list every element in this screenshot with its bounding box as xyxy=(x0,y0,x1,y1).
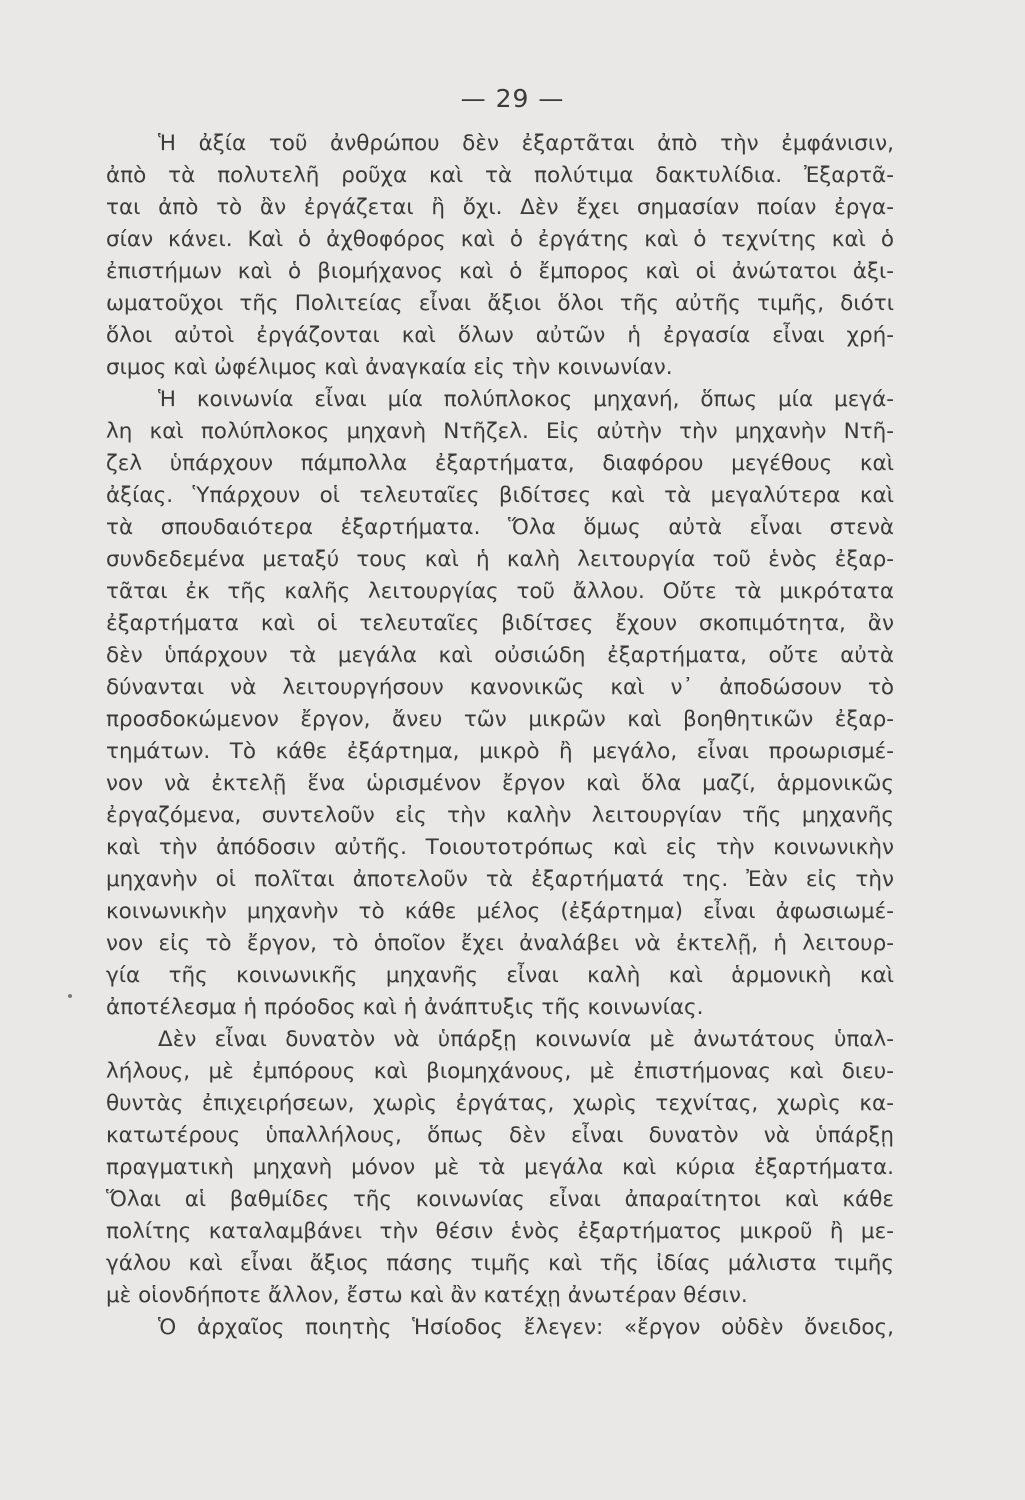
text-line: πραγματικὴ μηχανὴ μόνον μὲ τὰ μεγάλα καὶ κύρια ἐξαρτήματα. xyxy=(106,1155,894,1180)
text-line: ωματοῦχοι τῆς Πολιτείας εἶναι ἄξιοι ὅλοι τῆς αὐτῆς τιμῆς, διότι xyxy=(106,291,894,316)
text-line: ἐργαζόμενα, συντελοῦν εἰς τὴν καλὴν λειτουργίαν τῆς μηχανῆς xyxy=(106,803,894,828)
text-line: ἐπιστήμων καὶ ὁ βιομήχανος καὶ ὁ ἔμπορος καὶ οἱ ἀνώτατοι ἀξι- xyxy=(106,259,894,284)
text-line: σιμος καὶ ὠφέλιμος καὶ ἀναγκαία εἰς τὴν κοινωνίαν. xyxy=(106,355,673,380)
text-line: νον εἰς τὸ ἔργον, τὸ ὁποῖον ἔχει ἀναλάβει νὰ ἐκτελῇ, ἡ λειτουρ- xyxy=(106,931,894,956)
text-line: ὅλοι αὐτοὶ ἐργάζονται καὶ ὅλων αὐτῶν ἡ ἐργασία εἶναι χρή- xyxy=(106,323,894,348)
text-line: ἀποτέλεσμα ἡ πρόοδος καὶ ἡ ἀνάπτυξις τῆς κοινωνίας. xyxy=(106,995,704,1020)
text-line: ἀπὸ τὰ πολυτελῆ ροῦχα καὶ τὰ πολύτιμα δακτυλίδια. Ἐξαρτᾶ- xyxy=(106,163,894,188)
text-line: κοινωνικὴν μηχανὴν τὸ κάθε μέλος (ἐξάρτημα) εἶναι ἀφωσιωμέ- xyxy=(106,899,894,924)
text-line: λη καὶ πολύπλοκος μηχανὴ Ντῆζελ. Εἰς αὐτὴν τὴν μηχανὴν Ντῆ- xyxy=(106,419,894,444)
margin-speck xyxy=(68,994,72,998)
text-line: μὲ οἱονδήποτε ἄλλον, ἔστω καὶ ἂν κατέχῃ ἀνωτέραν θέσιν. xyxy=(106,1283,748,1308)
text-line: ται ἀπὸ τὸ ἂν ἐργάζεται ἢ ὄχι. Δὲν ἔχει σημασίαν ποίαν ἐργα- xyxy=(106,195,894,220)
text-line: τημάτων. Τὸ κάθε ἐξάρτημα, μικρὸ ἢ μεγάλο, εἶναι προωρισμέ- xyxy=(106,739,894,764)
text-line: γάλου καὶ εἶναι ἄξιος πάσης τιμῆς καὶ τῆς ἰδίας μάλιστα τιμῆς xyxy=(106,1251,894,1276)
text-line: ἐξαρτήματα καὶ οἱ τελευταῖες βιδίτσες ἔχουν σκοπιμότητα, ἂν xyxy=(106,611,894,636)
text-line: κατωτέρους ὑπαλλήλους, ὅπως δὲν εἶναι δυνατὸν νὰ ὑπάρξῃ xyxy=(106,1123,894,1148)
text-line: ἀξίας. Ὑπάρχουν οἱ τελευταῖες βιδίτσες καὶ τὰ μεγαλύτερα καὶ xyxy=(106,483,894,508)
text-line: σίαν κάνει. Καὶ ὁ ἀχθοφόρος καὶ ὁ ἐργάτης καὶ ὁ τεχνίτης καὶ ὁ xyxy=(106,227,894,252)
text-line: μηχανὴν οἱ πολῖται ἀποτελοῦν τὰ ἐξαρτήματά της. Ἐὰν εἰς τὴν xyxy=(106,867,894,892)
text-line: Ὅλαι αἱ βαθμίδες τῆς κοινωνίας εἶναι ἀπαραίτητοι καὶ κάθε xyxy=(106,1187,894,1212)
text-line: λήλους, μὲ ἐμπόρους καὶ βιομηχάνους, μὲ ἐπιστήμονας καὶ διευ- xyxy=(106,1059,894,1084)
text-line: πολίτης καταλαμβάνει τὴν θέσιν ἑνὸς ἐξαρτήματος μικροῦ ἢ με- xyxy=(106,1219,894,1244)
body-text xyxy=(106,128,894,1344)
text-line: ζελ ὑπάρχουν πάμπολλα ἐξαρτήματα, διαφόρου μεγέθους καὶ xyxy=(106,451,894,476)
page-number: — 29 — xyxy=(460,84,565,113)
text-line: Ὁ ἀρχαῖος ποιητὴς Ἡσίοδος ἔλεγεν: «ἔργον οὐδὲν ὄνειδος, xyxy=(158,1315,894,1340)
text-line: προσδοκώμενον ἔργον, ἄνευ τῶν μικρῶν καὶ βοηθητικῶν ἐξαρ- xyxy=(106,707,894,732)
text-line: τᾶται ἐκ τῆς καλῆς λειτουργίας τοῦ ἄλλου. Οὔτε τὰ μικρότατα xyxy=(106,579,894,604)
text-line: καὶ τὴν ἀπόδοσιν αὐτῆς. Τοιουτοτρόπως καὶ εἰς τὴν κοινωνικὴν xyxy=(106,835,894,860)
text-line: Ἡ ἀξία τοῦ ἀνθρώπου δὲν ἐξαρτᾶται ἀπὸ τὴν ἐμφάνισιν, xyxy=(158,131,894,156)
text-line: Ἡ κοινωνία εἶναι μία πολύπλοκος μηχανή, ὅπως μία μεγά- xyxy=(158,387,894,412)
text-line: νον νὰ ἐκτελῇ ἕνα ὡρισμένον ἔργον καὶ ὅλα μαζί, ἁρμονικῶς xyxy=(106,771,894,796)
text-line: γία τῆς κοινωνικῆς μηχανῆς εἶναι καλὴ καὶ ἁρμονικὴ καὶ xyxy=(106,963,894,988)
text-line: δὲν ὑπάρχουν τὰ μεγάλα καὶ οὐσιώδη ἐξαρτήματα, οὔτε αὐτὰ xyxy=(106,643,894,668)
text-line: θυντὰς ἐπιχειρήσεων, χωρὶς ἐργάτας, χωρὶς τεχνίτας, χωρὶς κα- xyxy=(106,1091,894,1116)
text-line: τὰ σπουδαιότερα ἐξαρτήματα. Ὅλα ὅμως αὐτὰ εἶναι στενὰ xyxy=(106,515,894,540)
text-line: Δὲν εἶναι δυνατὸν νὰ ὑπάρξῃ κοινωνία μὲ ἀνωτάτους ὑπαλ- xyxy=(158,1027,894,1052)
text-line: συνδεδεμένα μεταξύ τους καὶ ἡ καλὴ λειτουργία τοῦ ἑνὸς ἐξαρ- xyxy=(106,547,894,572)
text-line: δύνανται νὰ λειτουργήσουν κανονικῶς καὶ ν᾽ ἀποδώσουν τὸ xyxy=(106,675,894,700)
